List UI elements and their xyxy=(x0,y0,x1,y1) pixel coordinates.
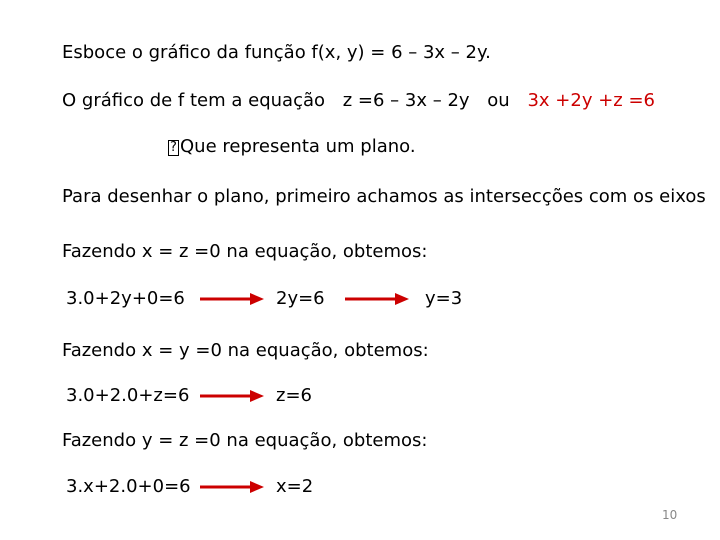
step1-expression: 3.0+2y+0=6 xyxy=(66,288,185,309)
intersections-intro: Para desenhar o plano, primeiro achamos as intersecções com os eixos xyxy=(62,186,706,207)
equation-plane: 3x +2y +z =6 xyxy=(527,90,655,111)
right-arrow-icon xyxy=(345,292,409,306)
plane-note-text: Que representa um plano. xyxy=(180,136,416,157)
missing-glyph-icon: ? xyxy=(168,140,179,156)
step2-heading: Fazendo x = y =0 na equação, obtemos: xyxy=(62,340,429,361)
equation-z: z =6 – 3x – 2y xyxy=(342,90,470,111)
step2-expression: 3.0+2.0+z=6 xyxy=(66,385,190,406)
right-arrow-icon xyxy=(200,389,264,403)
step3-expression: 3.x+2.0+0=6 xyxy=(66,476,191,497)
equation-line xyxy=(62,90,655,112)
step1-heading: Fazendo x = z =0 na equação, obtemos: xyxy=(62,241,428,262)
step1-result: y=3 xyxy=(425,288,463,309)
equation-intro: O gráfico de f tem a equação xyxy=(62,90,326,111)
step1-intermediate: 2y=6 xyxy=(276,288,325,309)
equation-or: ou xyxy=(487,90,510,111)
problem-statement: Esboce o gráfico da função f(x, y) = 6 – 3x – 2y. xyxy=(62,42,491,63)
right-arrow-icon xyxy=(200,292,264,306)
step2-result: z=6 xyxy=(276,385,312,406)
plane-note xyxy=(168,136,416,158)
step3-heading: Fazendo y = z =0 na equação, obtemos: xyxy=(62,430,428,451)
right-arrow-icon xyxy=(200,480,264,494)
step3-result: x=2 xyxy=(276,476,314,497)
page-number: 10 xyxy=(662,508,678,522)
